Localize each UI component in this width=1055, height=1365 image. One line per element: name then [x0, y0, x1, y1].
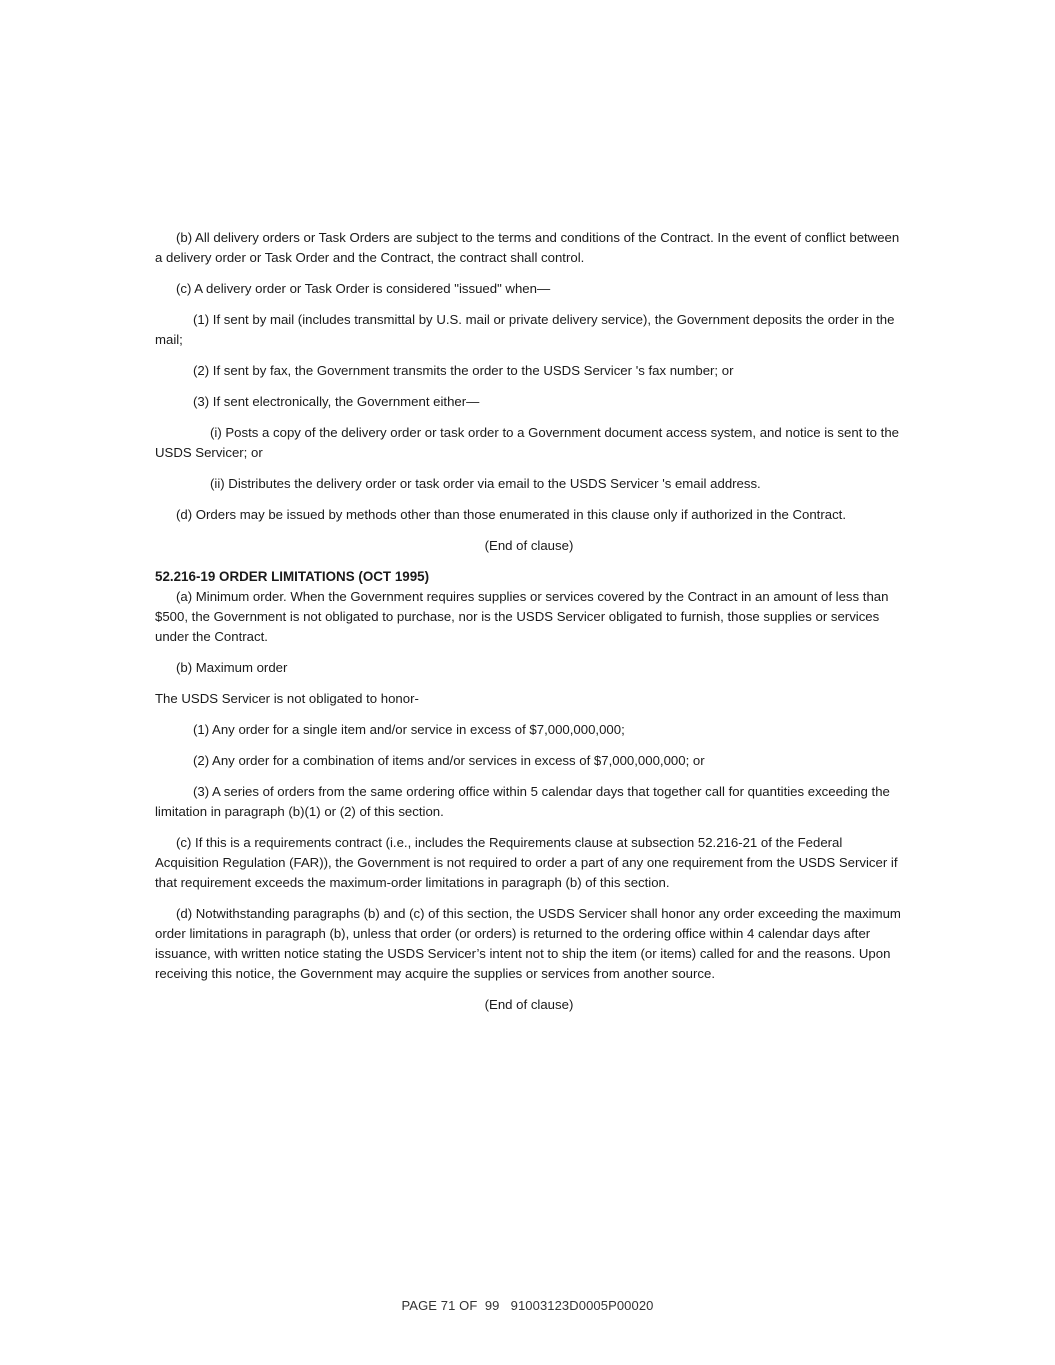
paragraph-c-requirements: (c) If this is a requirements contract (i.e., includes the Requirements clause at subsection 52.216-21 of the Federal Acquisition Regulation (FAR)), the Government is not required to order a part of any one requirement from the USDS Servicer if that requirement exceeds the maximum-order limitations in paragraph (b) of this section. — [155, 835, 898, 890]
page-footer — [0, 1298, 1055, 1313]
paragraph-b2-combination: (2) Any order for a combination of items and/or services in excess of $7,000,000,000; or — [193, 753, 705, 768]
paragraph-b1-single-item: (1) Any order for a single item and/or service in excess of $7,000,000,000; — [193, 722, 625, 737]
page-number: PAGE 71 OF 99 — [401, 1298, 500, 1313]
document-body — [155, 228, 903, 1026]
paragraph-a-minimum-order: (a) Minimum order. When the Government requires supplies or services covered by the Contract in an amount of less than $500, the Government is not obligated to purchase, nor is the USDS Servicer obligated to furnish, those supplies or services under the Contract. — [155, 589, 889, 644]
paragraph-d-other-methods: (d) Orders may be issued by methods other than those enumerated in this clause only if authorized in the Contract. — [176, 507, 846, 522]
paragraph-c3i-posts: (i) Posts a copy of the delivery order or task order to a Government document access system, and notice is sent to the USDS Servicer; or — [155, 425, 900, 460]
paragraph-c2-fax: (2) If sent by fax, the Government transmits the order to the USDS Servicer 's fax number; or — [193, 363, 734, 378]
paragraph-d-notwithstanding: (d) Notwithstanding paragraphs (b) and (c) of this section, the USDS Servicer shall honor any order exceeding the maximum order limitations in paragraph (b), unless that order (or orders) is returned to the ordering office within 4 calendar days after issuance, with written notice stating the USDS Servicer’s intent not to ship the item (or items) called for and the reasons. Upon receiving this notice, the Government may acquire the supplies or services from another source. — [155, 906, 901, 981]
paragraph-b-maximum-order: (b) Maximum order — [176, 660, 288, 675]
end-of-clause-2: (End of clause) — [484, 997, 574, 1012]
end-of-clause-1: (End of clause) — [484, 538, 574, 553]
paragraph-b-intro: The USDS Servicer is not obligated to honor- — [155, 691, 419, 706]
paragraph-c-issued: (c) A delivery order or Task Order is considered "issued" when— — [176, 281, 551, 296]
document-number: 91003123D0005P00020 — [510, 1298, 654, 1313]
clause-heading-order-limitations: 52.216-19 ORDER LIMITATIONS (OCT 1995) — [155, 569, 430, 584]
paragraph-b3-series: (3) A series of orders from the same ordering office within 5 calendar days that together call for quantities exceeding the limitation in paragraph (b)(1) or (2) of this section. — [155, 784, 890, 819]
paragraph-c1-mail: (1) If sent by mail (includes transmittal by U.S. mail or private delivery service), the Government deposits the order in the mail; — [155, 312, 895, 347]
paragraph-b-delivery-orders: (b) All delivery orders or Task Orders are subject to the terms and conditions of the Contract. In the event of conflict between a delivery order or Task Order and the Contract, the contract shall control. — [155, 230, 900, 265]
paragraph-c3-electronic: (3) If sent electronically, the Government either— — [193, 394, 480, 409]
paragraph-c3ii-email: (ii) Distributes the delivery order or task order via email to the USDS Servicer 's email address. — [210, 476, 761, 491]
